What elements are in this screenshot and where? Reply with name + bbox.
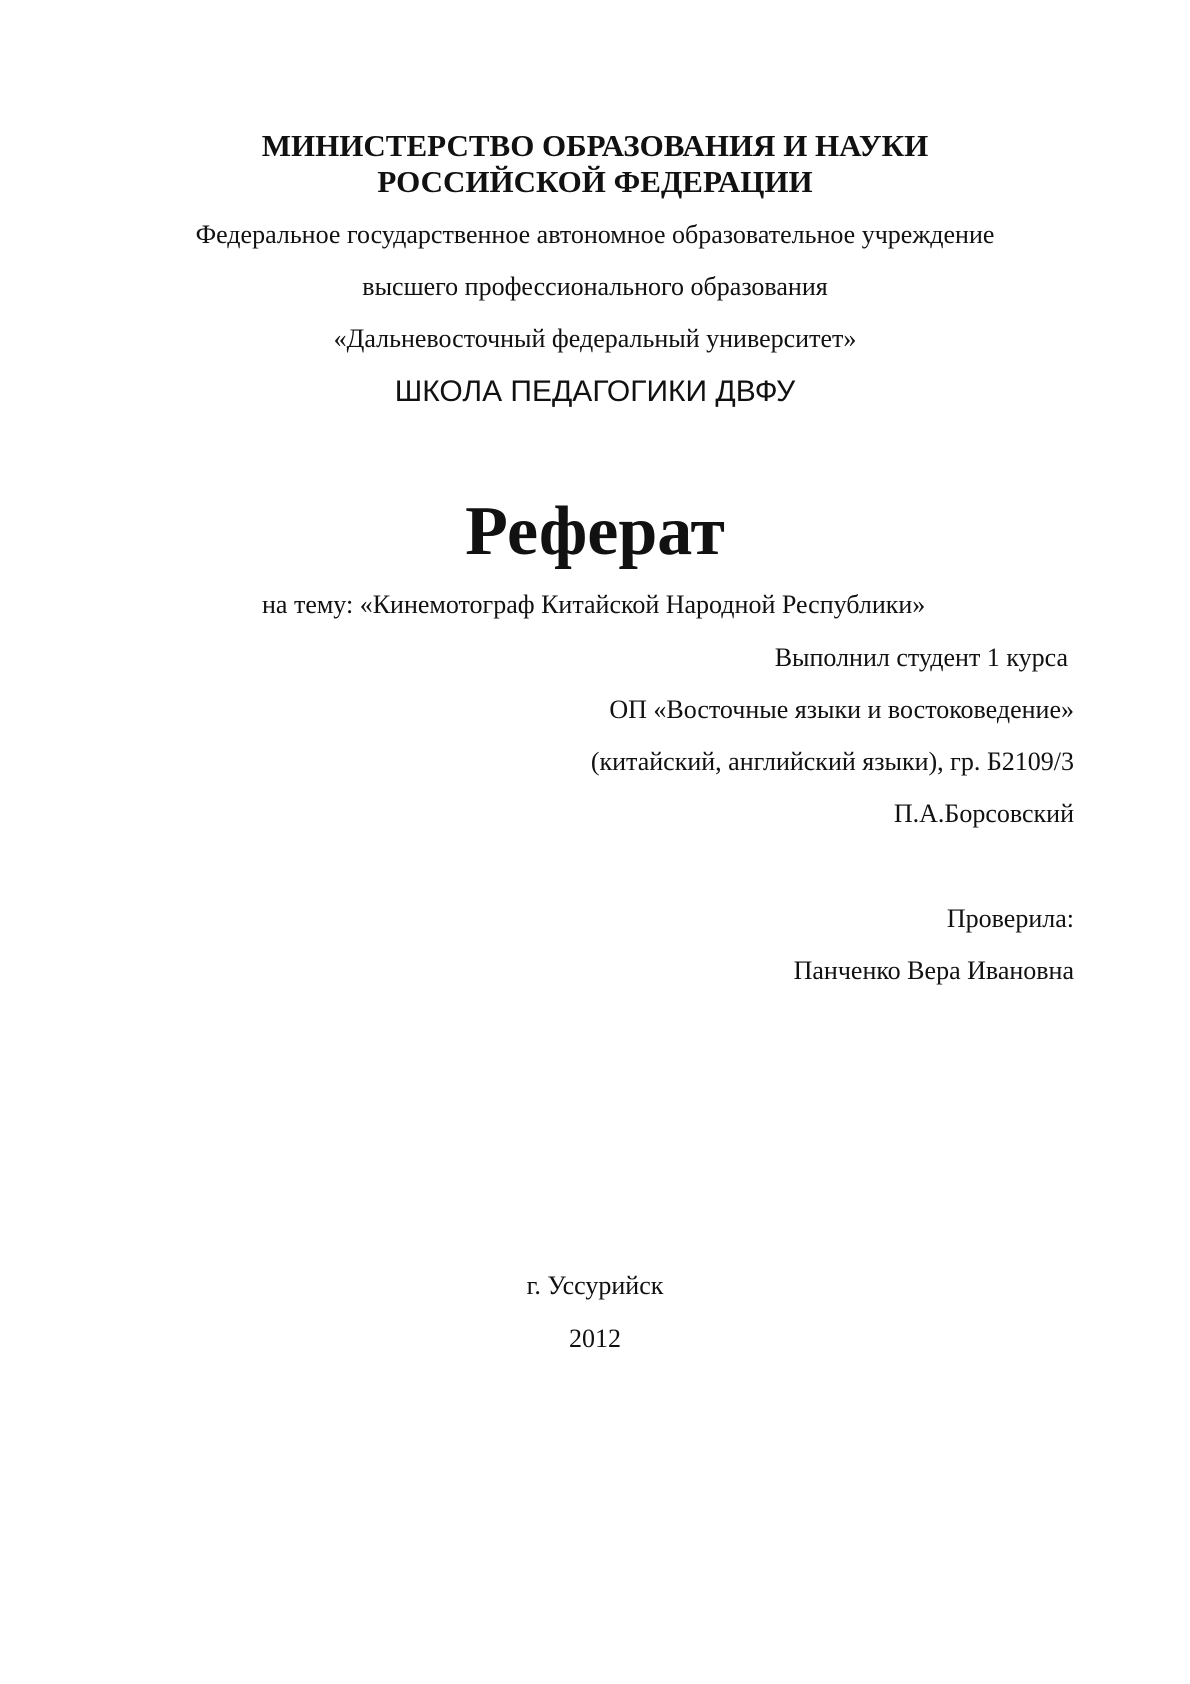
city: г. Уссурийск	[526, 1271, 664, 1300]
institution-line-1: Федеральное государственное автономное образовательное учреждение	[195, 220, 995, 249]
author-line-2: ОП «Восточные языки и востоковедение»	[609, 695, 1074, 724]
institution-line-2: высшего профессионального образования	[362, 272, 828, 301]
document-topic: на тему: «Кинемотограф Китайской Народной Республики»	[262, 590, 926, 619]
author-line-3: (китайский, английский языки), гр. Б2109/3	[590, 747, 1074, 776]
ministry-line-1: МИНИСТЕРСТВО ОБРАЗОВАНИЯ И НАУКИ	[261, 128, 929, 163]
school-name: ШКОЛА ПЕДАГОГИКИ ДВФУ	[394, 375, 796, 408]
reviewer-name: Панченко Вера Ивановна	[793, 956, 1074, 985]
ministry-line-2: РОССИЙСКОЙ ФЕДЕРАЦИИ	[377, 164, 813, 199]
institution-line-3: «Дальневосточный федеральный университет»	[333, 324, 857, 353]
reviewer-label: Проверила:	[946, 904, 1074, 933]
document-title: Реферат	[465, 493, 725, 570]
author-line-1: Выполнил студент 1 курса	[774, 643, 1068, 672]
author-name: П.А.Борсовский	[893, 799, 1074, 828]
year: 2012	[569, 1324, 621, 1353]
